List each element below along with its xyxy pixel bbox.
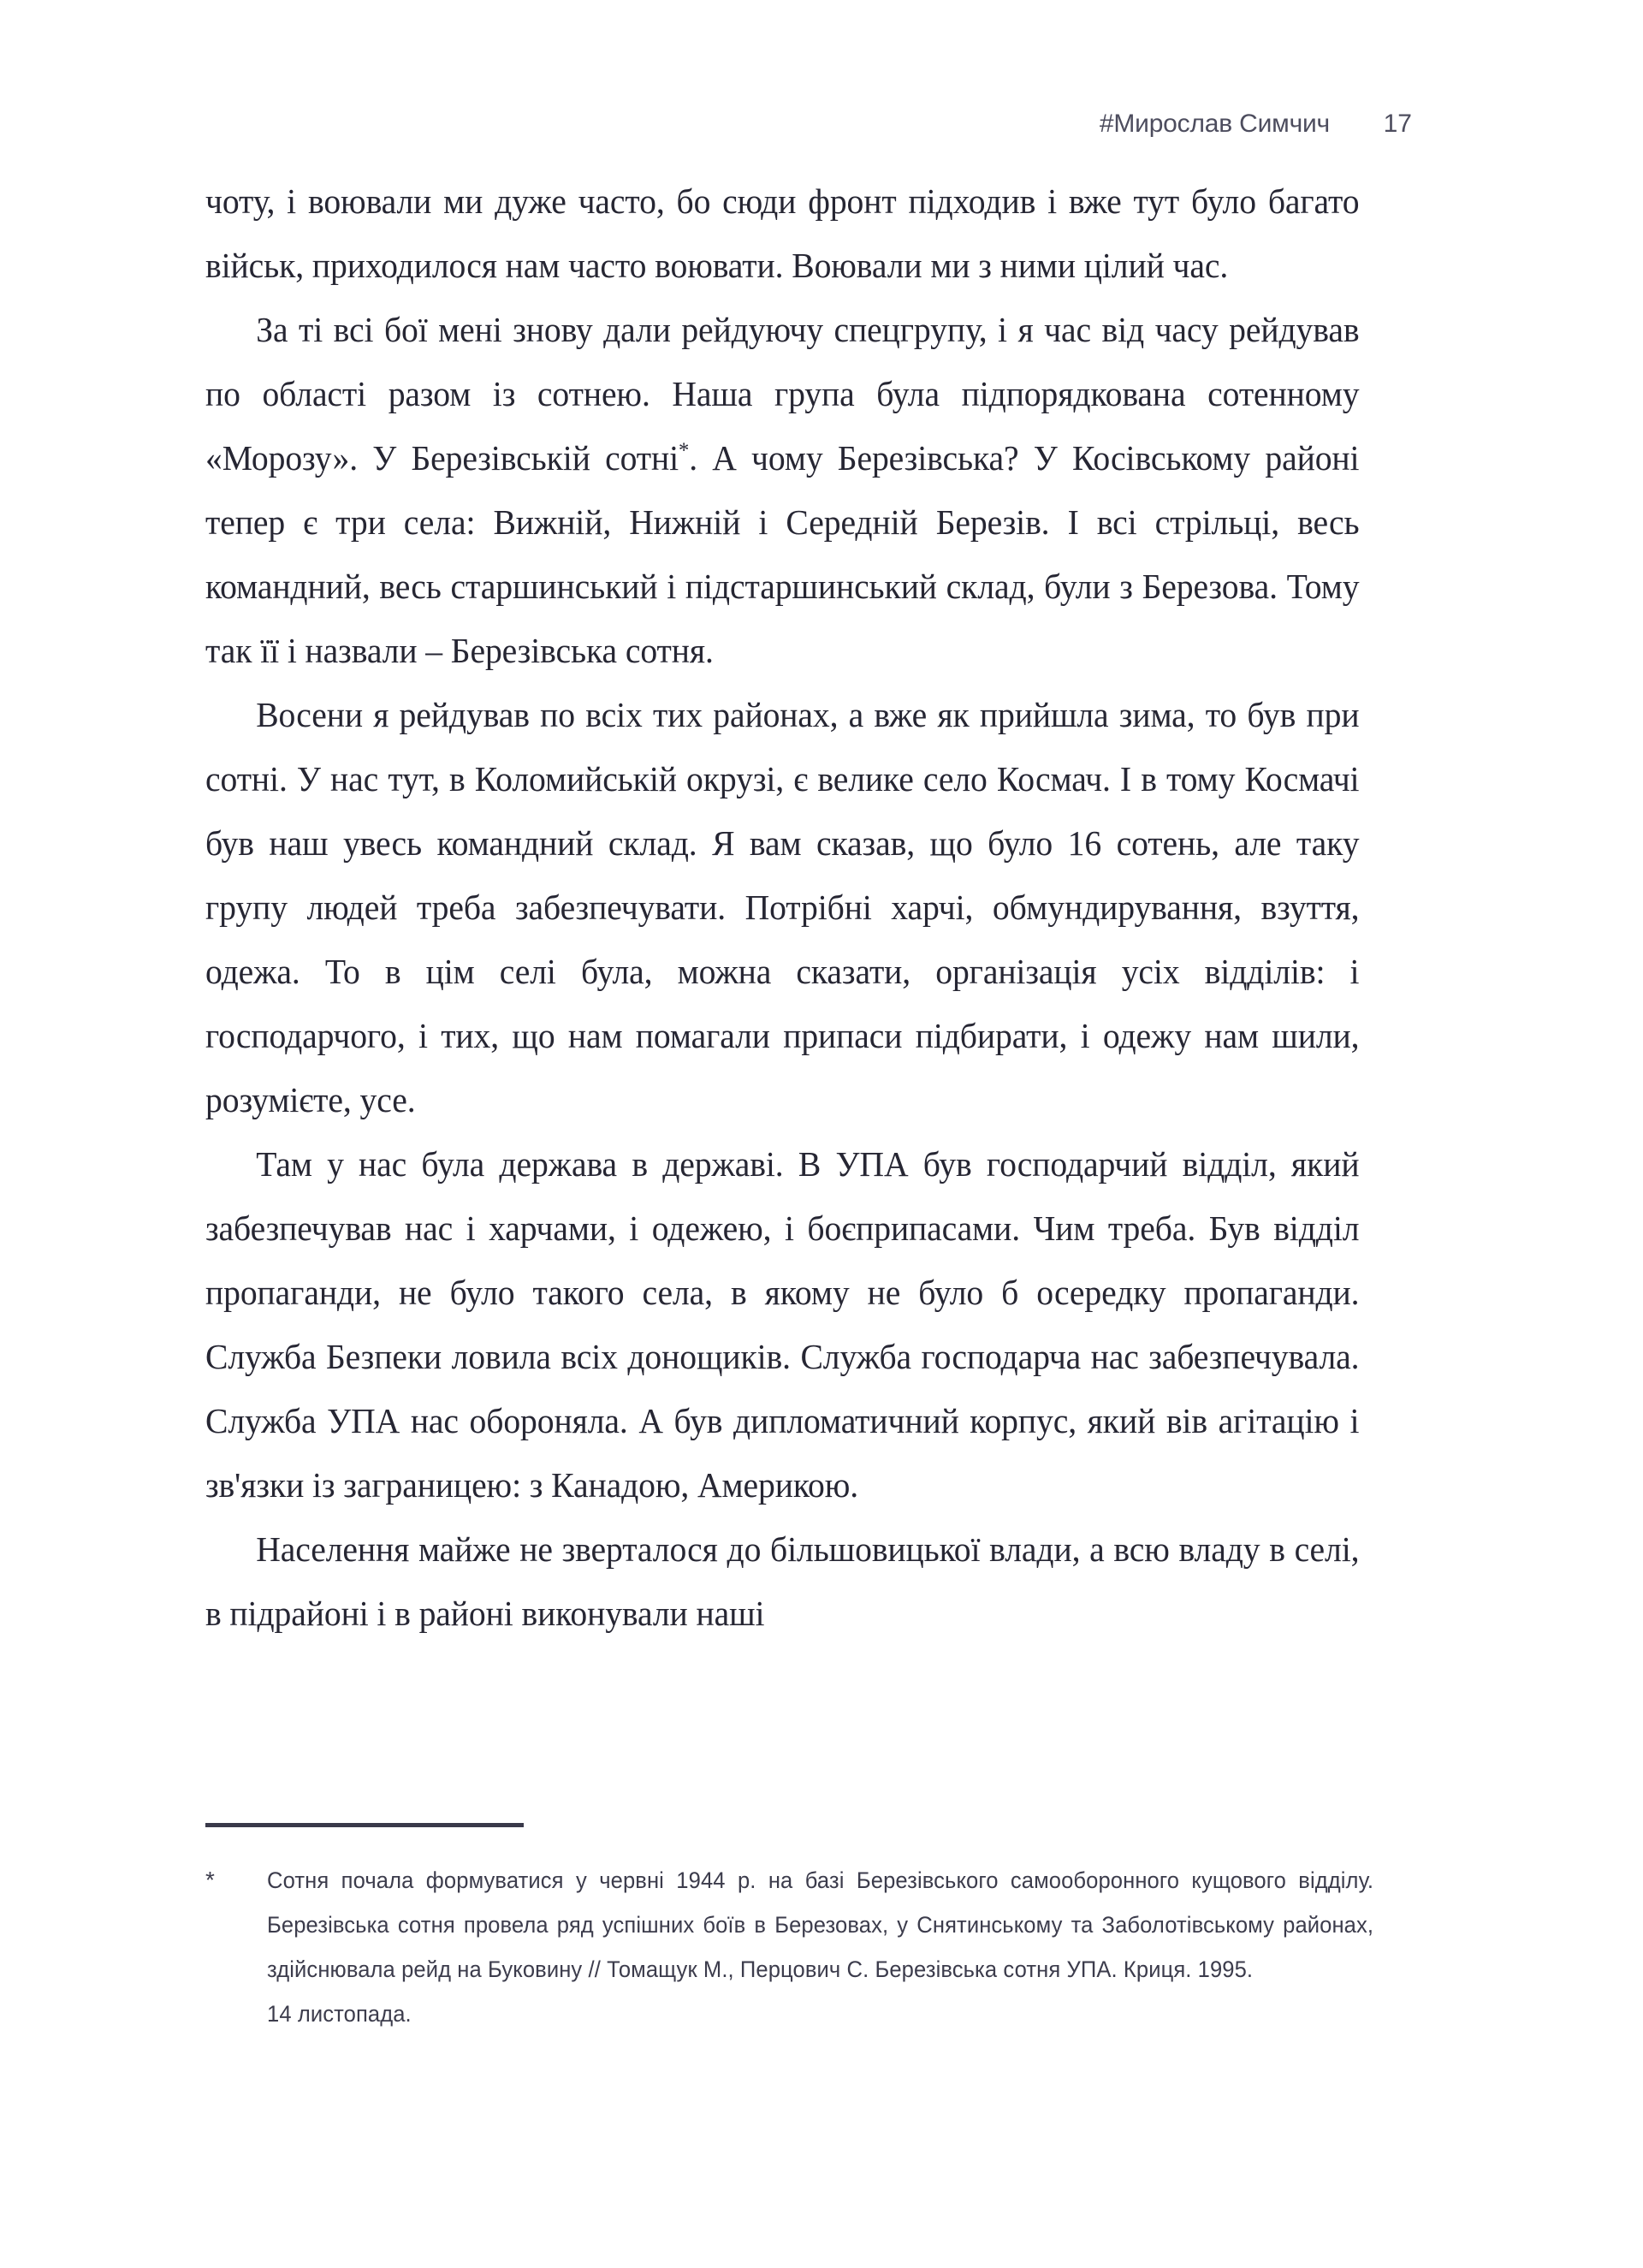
footnote-text <box>267 1858 1373 2036</box>
footnote-reference-marker[interactable]: * <box>679 437 690 463</box>
body-text-block <box>205 169 1414 1646</box>
footnote-marker: * <box>205 1867 215 1893</box>
running-head-title: #Мирослав Симчич <box>1099 110 1330 138</box>
footnote-separator-rule <box>205 1823 524 1827</box>
footnote-entry <box>205 1858 1414 2036</box>
paragraph-3: Восени я рейдував по всіх тих районах, а вже як прийшла зима, то був при сотні. У нас тут, в Коломийській окрузі, є велике село Космач. І в тому Космачі був наш увесь командний склад. Я вам сказав, що було 16 сотень, але таку групу людей треба забезпечувати. Потрібні харчі, обмундирування, взуття, одежа. То в цім селі була, можна сказати, організація усіх відділів: і господарчого, і тих, що нам помагали припаси підбирати, і одежу нам шили, розумієте, усе. <box>205 695 1360 1119</box>
footnote-text-main: Сотня почала формуватися у червні 1944 р. на базі Березівського самооборонного кущового відділу. Березівська сотня провела ряд успішних боїв в Березовах, у Снятинському та Заболотівському районах, здійснювала рейд на Буковину // Томащук М., Перцович С. Березівська сотня УПА. Криця. 1995. <box>267 1867 1374 1982</box>
paragraph-2-text-after-footnote: . А чому Березівська? У Косівському районі тепер є три села: Вижній, Нижній і Середній Березів. І всі стрільці, весь командний, весь старшинський і підстаршинський склад, були з Березова. Тому так її і назвали – Березівська сотня. <box>205 438 1360 670</box>
paragraph-4: Там у нас була держава в державі. В УПА був господарчий відділ, який забезпечував нас і харчами, і одежею, і боєприпасами. Чим треба. Був відділ пропаганди, не було такого села, в якому не було б осередку пропаганди. Служба Безпеки ловила всіх донощиків. Служба господарча нас забезпечувала. Служба УПА нас обороняла. А був дипломатичний корпус, який вів агітацію і зв'язки із заграницею: з Канадою, Америкою. <box>205 1144 1360 1505</box>
paragraph-5: Населення майже не зверталося до більшовицької влади, а всю владу в селі, в підрайоні і в районі виконували наші <box>205 1529 1360 1633</box>
footnote-text-last-line: 14 листопада. <box>267 2001 412 2027</box>
footnote-block <box>205 1823 1414 2036</box>
running-head <box>205 110 1412 139</box>
paragraph-1: чоту, і воювали ми дуже часто, бо сюди фронт підходив і вже тут було багато військ, приходилося нам часто воювати. Воювали ми з ними цілий час. <box>205 181 1360 285</box>
paragraph-2-text-before-footnote: За ті всі бої мені знову дали рейдуючу спецгрупу, і я час від часу рейдував по області разом із сотнею. Наша група була підпорядкована сотенному «Морозу». У Березівській сотні <box>205 310 1360 478</box>
page-number: 17 <box>1383 110 1412 138</box>
paragraph-2 <box>205 298 1359 683</box>
